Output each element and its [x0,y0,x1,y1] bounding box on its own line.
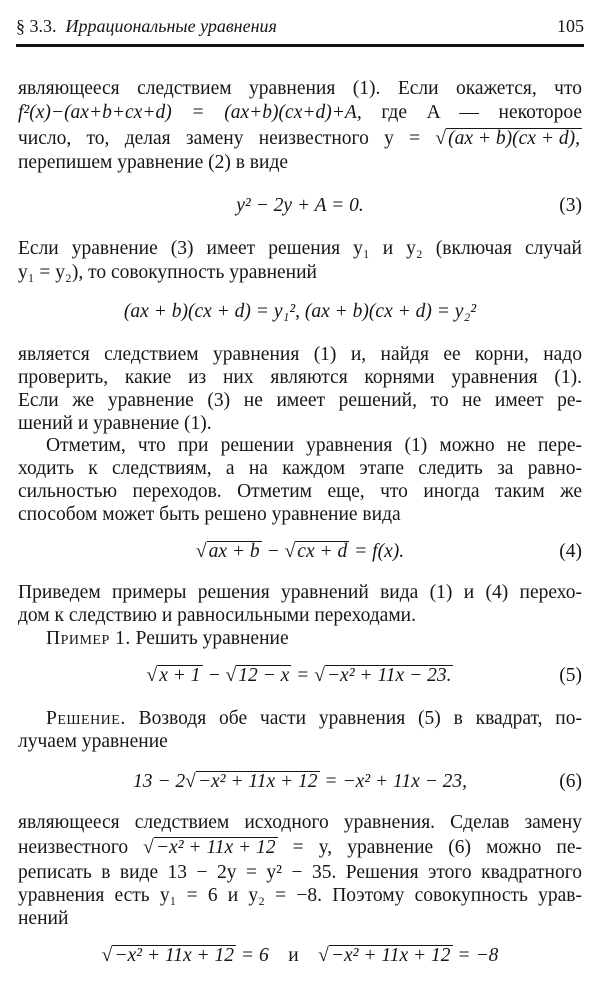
radical: cx + d [297,541,348,562]
text-line [18,628,582,650]
conjunction: и [288,945,299,966]
radical: (ax + b)(cx + d), [448,128,580,149]
text-line: Отметим, что при решении уравнения (1) можно не пере- [46,435,582,456]
section-number: § 3.3. [16,16,57,36]
text-fragment: где A — некоторое [381,102,583,123]
radical: −x² + 11x + 12 [330,945,451,966]
eq-fragment: = −8 [452,945,499,966]
running-head [16,16,277,37]
text-line: Приведем примеры решения уравнений вида (1) и (4) перехо- [18,582,582,603]
text-line: лучаем уравнение [18,731,168,752]
text-fragment: = y, уравнение (6) можно пе- [292,837,583,858]
text-line: реписать в виде 13 − 2y = y² − 35. Решения этого квадратного [18,862,582,883]
eq-fragment: = −x² + 11x − 23, [319,771,468,792]
equation-number: (3) [559,195,582,216]
eq-fragment: − [202,665,226,686]
text-line: Если уравнение (3) имеет решения y₁ и y₂ (включая случай [18,238,582,259]
example-label: Пример 1. [46,628,131,649]
radical: −x² + 11x + 12 [114,945,235,966]
inline-equation: f²(x)−(ax+b+cx+d) = (ax+b)(cx+d)+A, [18,102,362,123]
radical: −x² + 11x + 12 [155,837,276,858]
equation-3: y² − 2y + A = 0. [236,195,364,216]
eq-fragment: = f(x). [349,541,405,562]
text-fragment: Возводя обе части уравнения (5) в квадрат, по- [125,708,582,729]
text-line: способом может быть решено уравнение вида [18,504,401,525]
equation-number: (4) [559,541,582,562]
section-title: Иррациональные уравнения [65,16,277,36]
text-fragment: число, то, делая замену неизвестного y = [18,128,421,149]
text-line: сильностью переходов. Отметим еще, что иногда таким же [18,481,582,502]
text-line: ходить к следствиям, а на каждом этапе следить за равно- [18,458,582,479]
text-line [18,708,582,730]
eq-fragment: 13 − 2 [132,771,186,792]
eq-fragment: − [261,541,285,562]
text-line: Если же уравнение (3) не имеет решений, то не имеет ре- [18,390,582,411]
text-line: проверить, какие из них являются корнями уравнения (1). [18,367,582,388]
radical: 12 − x [238,665,290,686]
solution-label: Решение. [46,708,126,729]
text-line: y₁ = y₂), то совокупность уравнений [18,262,317,283]
text-fragment: неизвестного [18,837,129,858]
text-line: шений и уравнение (1). [18,413,212,434]
text-line: являющееся следствием исходного уравнения. Сделав замену [18,812,582,833]
radical: −x² + 11x − 23. [326,665,452,686]
text-line: перепишем уравнение (2) в виде [18,152,289,173]
radical: ax + b [208,541,260,562]
eq-fragment: = 6 [236,945,269,966]
equation-4: √ ax + b − √ cx + d = f(x). [195,541,405,562]
text-line: дом к следствию и равносильными переходами. [18,605,416,626]
text-line: уравнения есть y₁ = 6 и y₂ = −8. Поэтому совокупность урав- [18,885,582,906]
page-number: 105 [557,16,584,36]
text-fragment: Решить уравнение [130,628,289,649]
text-line: неизвестного √ −x² + 11x + 12 = y, уравнение (6) можно пе- [18,837,583,858]
text-line: являющееся следствием уравнения (1). Если окажется, что [18,78,582,99]
radical: x + 1 [159,665,201,686]
equation-system: (ax + b)(cx + d) = y₁², (ax + b)(cx + d) = y₂² [123,301,477,322]
equation-number: (5) [559,665,582,686]
page-header [16,14,584,44]
equation-5: √ x + 1 − √ 12 − x = √ −x² + 11x − 23. [146,665,452,686]
text-line: число, то, делая замену неизвестного y = √ (ax + b)(cx + d), [18,128,580,149]
header-rule [16,44,584,47]
text-line [18,102,582,124]
equation-6: 13 − 2√ −x² + 11x + 12 = −x² + 11x − 23, [132,771,468,792]
radical: −x² + 11x + 12 [197,771,318,792]
eq-fragment: = [291,665,315,686]
equation-system-7: √ −x² + 11x + 12 = 6 и √ −x² + 11x + 12 = −8 [101,945,499,966]
equation-number: (6) [559,771,582,792]
text-line: нений [18,908,69,929]
text-line: является следствием уравнения (1) и, найдя ее корни, надо [18,344,582,365]
